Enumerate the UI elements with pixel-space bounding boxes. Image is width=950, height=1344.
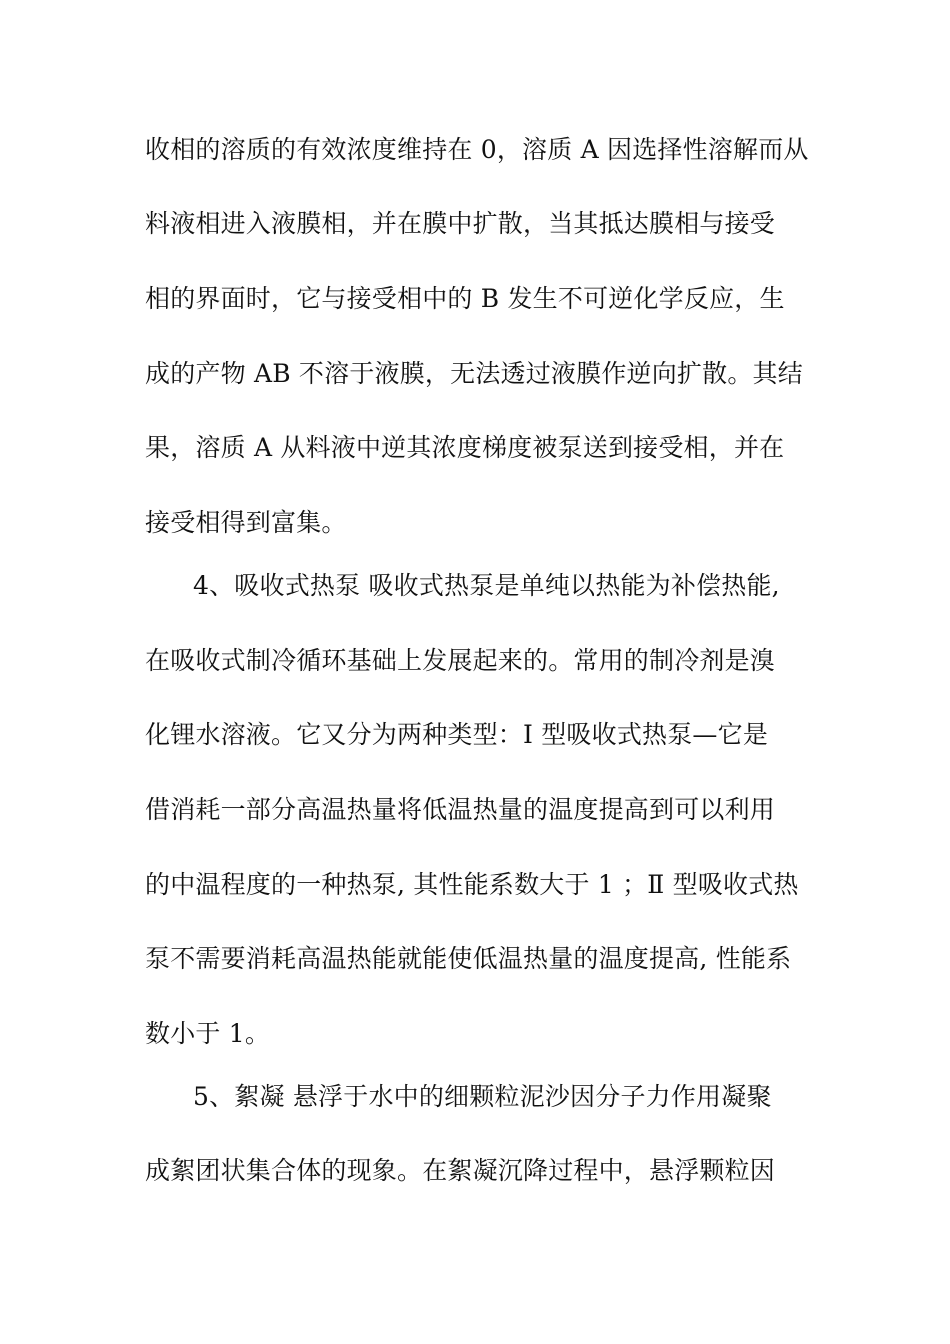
text-line: 在吸收式制冷循环基础上发展起来的。常用的制冷剂是溴 <box>145 646 776 675</box>
section-4-heading-line: 4、吸收式热泵 吸收式热泵是单纯以热能为补偿热能, <box>193 571 780 600</box>
text-line: 接受相得到富集。 <box>145 508 347 537</box>
text-line: 成絮团状集合体的现象。在絮凝沉降过程中，悬浮颗粒因 <box>145 1156 776 1185</box>
text-line: 泵不需要消耗高温热能就能使低温热量的温度提高, 性能系 <box>145 944 792 973</box>
text-line: 收相的溶质的有效浓度维持在 0，溶质 A 因选择性溶解而从 <box>145 135 809 164</box>
section-5-heading-line: 5、絮凝 悬浮于水中的细颗粒泥沙因分子力作用凝聚 <box>193 1082 772 1111</box>
text-line: 数小于 1。 <box>145 1019 271 1048</box>
text-line: 化锂水溶液。它又分为两种类型：Ⅰ 型吸收式热泵—它是 <box>145 720 769 749</box>
text-line: 的中温程度的一种热泵, 其性能系数大于 1 ；Ⅱ 型吸收式热 <box>145 870 799 899</box>
text-line: 相的界面时，它与接受相中的 B 发生不可逆化学反应，生 <box>145 284 785 313</box>
text-line: 果，溶质 A 从料液中逆其浓度梯度被泵送到接受相，并在 <box>145 433 785 462</box>
text-line: 料液相进入液膜相，并在膜中扩散，当其抵达膜相与接受 <box>145 209 776 238</box>
text-line: 借消耗一部分高温热量将低温热量的温度提高到可以利用 <box>145 795 776 824</box>
text-line: 成的产物 AB 不溶于液膜，无法透过液膜作逆向扩散。其结 <box>145 359 803 388</box>
